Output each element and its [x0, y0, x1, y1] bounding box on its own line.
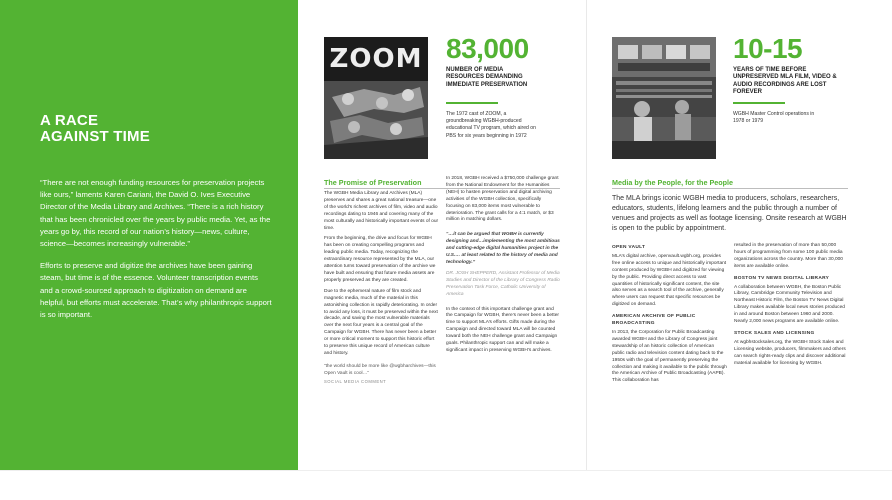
promise-column-2	[446, 176, 560, 359]
stock-sales-text: At wgbhstocksales.org, the WGBH Stock Sales and Licensing website, producers, filmmakers and others can search rights-ready clips and discover additional material available for licensing by WGBH.	[734, 339, 846, 366]
promise-col1-p1: The WGBH Media Library and Archives (MLA) preserves and shares a great national treasure—one of the world’s richest archives of film, video and audio recordings dating to 1946 and covering many of the most culturally and historically important events of our time.	[324, 191, 439, 231]
stat1-divider	[446, 102, 498, 104]
promise-col1-p3: Due to the ephemeral nature of film stock and magnetic media, much of the material in this astonishing collection is rapidly deteriorating. In order to avoid any loss, it must be preserved within the next decade, and saving the most vulnerable materials over the next four years is a central goal of the Campaign for WGBH. There has never been a better or more critical moment to support this historic effort to preserve this unique record of American culture and history.	[324, 288, 438, 356]
aapb-heading: AMERICAN ARCHIVE OF PUBLIC BROADCASTING	[612, 314, 696, 327]
stat2-number: 10-15	[733, 33, 803, 64]
page-title	[40, 113, 150, 145]
zoom-cast-image	[324, 37, 428, 159]
title-line-2: AGAINST TIME	[40, 128, 150, 145]
title-line-1: A RACE	[40, 112, 99, 129]
stat1-caption: The 1972 cast of ZOOM, a groundbreaking WGBH-produced educational TV program, which aired on PBS for six years beginning in 1972	[446, 111, 536, 139]
people-lead: The MLA brings iconic WGBH media to producers, scholars, researchers, educators, students, lifelong learners and the public through a number of venues and projects as well as footage licensing. Onsite research at WGBH is open to the public by appointment.	[612, 195, 847, 232]
master-control-image	[612, 37, 716, 159]
promise-col1-p2: From the beginning, the drive and focus for WGBH has been on creating compelling programs and leading public media. Today, recognizing the extraordinary resource represented by the MLA, our attention turns toward preservation of the archive we have built and ensuring that future media assets are properly preserved as they are created.	[324, 236, 436, 283]
stat2-caption: WGBH Master Control operations in 1978 or 1979	[733, 111, 815, 125]
people-divider	[612, 188, 848, 189]
zoom-cast-photo	[324, 37, 428, 159]
shepperd-attribution: DR. JOSH SHEPPERD, Assistant Professor of Media Studies and Director of the Library of Congress Radio Preservation Task Force, Catholic University of America	[446, 270, 560, 297]
page-bottom-edge	[0, 470, 892, 471]
people-heading: Media by the People, for the People	[612, 178, 734, 187]
promise-column-1	[324, 191, 439, 390]
stock-sales-heading: STOCK SALES AND LICENSING	[734, 330, 815, 336]
aapb-continued: resulted in the preservation of more than 50,000 hours of programming from some 100 public media organizations across the country. More than 30,000 items are available online.	[734, 243, 843, 269]
page-fold	[586, 0, 587, 470]
aapb-text: In 2013, the Corporation for Public Broadcasting awarded WGBH and the Library of Congress joint stewardship of an historic collection of American public radio and television content dating back to the 1950s with the goal of permanently preserving the collection and making it available to the public through the American Archive of Public Broadcasting (AAPB). This collaboration has	[612, 329, 727, 384]
shepperd-quote: “…it can be argued that WGBH is currently designing and…implementing the most ambitious and cutting-edge digital humanities project in the U.S.… at least related to the history of media and technology.”	[446, 232, 560, 265]
intro-paragraph-1: “There are not enough funding resources for preservation projects like ours,” laments Karen Cariani, the David O. Ives Executive Director of the Media Library and Archives. “There is a rich history that has been chronicled over the years by public media. Yet, as the years go by, this record of our nation’s history—news, culture, science—becomes increasingly vulnerable.”	[40, 178, 271, 249]
boston-tv-text: A collaboration between WGBH, the Boston Public Library, Cambridge Community Television and Northeast Historic Film, the Boston TV News Digital Library makes available local news stories produced in and around Boston between 1960 and 2000. Nearly 2,000 news programs are available online.	[734, 284, 845, 325]
stat2-label: YEARS OF TIME BEFORE UNPRESERVED MLA FILM, VIDEO & AUDIO RECORDINGS ARE LOST FOREVER	[733, 67, 837, 96]
open-vault-text: MLA’s digital archive, openvault.wgbh.org, provides free online access to unique and historically important content produced by WGBH and digitized for viewing by the public. Providing direct access to vast quantities of historically significant content, the site also serves as a search tool of the archive, generally where users can request that specific resources be digitized on demand.	[612, 253, 727, 308]
boston-tv-heading: BOSTON TV NEWS DIGITAL LIBRARY	[734, 275, 830, 281]
promise-col2-p2: In the context of this important challenge grant and the Campaign for WGBH, there’s never been a better time to support MLA’s efforts. Gifts made during the Campaign and directed toward MLA will be counted toward both the NEH challenge grant and Campaign goals. Philanthropic support can and will make a significant impact in preserving WGBH’s archives.	[446, 306, 559, 353]
intro-paragraph-2: Efforts to preserve and digitize the archives have been gaining steam, but time is of the essence. Volunteer transcription events and a crowd-sourced approach to digitization on demand are helpful, but efforts must accelerate. That’s why philanthropic support is so important.	[40, 261, 272, 320]
stat2-divider	[733, 102, 785, 104]
social-quote: “the world should be more like @wgbharchives—this Open Vault is cool…”	[324, 363, 436, 376]
stat1-label: NUMBER OF MEDIA RESOURCES DEMANDING IMMEDIATE PRESERVATION	[446, 67, 528, 88]
intro-text	[40, 177, 272, 331]
master-control-photo	[612, 37, 716, 159]
stat1-number: 83,000	[446, 33, 529, 64]
zoom-logo-text: ZOOM	[329, 44, 423, 74]
promise-col2-p1: In 2018, WGBH received a $750,000 challenge grant from the National Endowment for the Humanities (NEH) to hasten preservation and digital archiving activities of the WGBH collection, specifically focusing on 83,000 items most vulnerable to deterioration. The grant calls for a 4:1 match, or $3 million in matching dollars.	[446, 176, 559, 223]
open-vault-heading: OPEN VAULT	[612, 245, 646, 250]
promise-heading: The Promise of Preservation	[324, 178, 422, 187]
people-column-2	[734, 243, 848, 372]
social-quote-attribution: SOCIAL MEDIA COMMENT	[324, 378, 387, 384]
people-column-1	[612, 240, 727, 389]
